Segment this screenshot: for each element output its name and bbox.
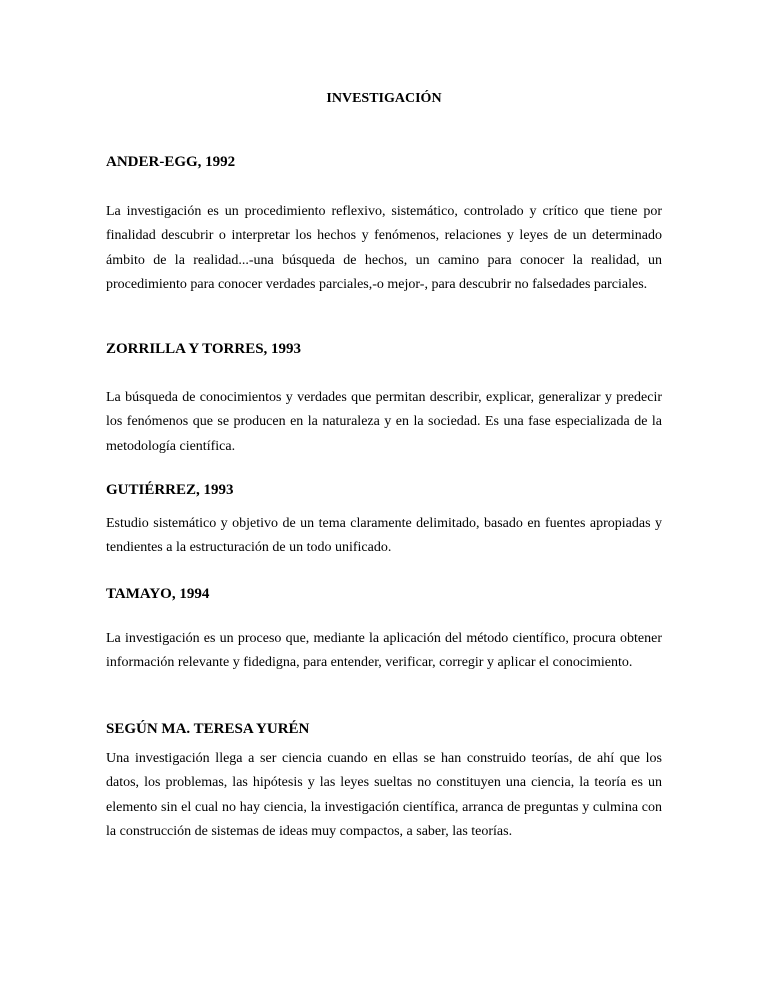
document-title: INVESTIGACIÓN bbox=[326, 91, 442, 106]
section-heading-ander-egg: ANDER-EGG, 1992 bbox=[106, 154, 236, 170]
section-heading-zorrilla-torres: ZORRILLA Y TORRES, 1993 bbox=[106, 341, 302, 357]
section-heading-tamayo: TAMAYO, 1994 bbox=[106, 586, 210, 602]
section-text-tamayo: La investigación es un proceso que, mediante la aplicación del método científico, procura obtener información relevante y fidedigna, para entender, verificar, corregir y aplicar el conocimiento. bbox=[106, 631, 662, 671]
section-text-teresa-yuren: Una investigación llega a ser ciencia cuando en ellas se han construido teorías, de ahí que los datos, los problemas, las hipótesis y las leyes sueltas no constituyen una ciencia, la teoría es un elemento sin el cual no hay ciencia, la investigación científica, arranca de preguntas y culmina con la construcción de sistemas de ideas muy compactos, a saber, las teorías. bbox=[106, 751, 662, 839]
section-heading-teresa-yuren: SEGÚN MA. TERESA YURÉN bbox=[106, 721, 310, 737]
section-text-zorrilla-torres: La búsqueda de conocimientos y verdades que permitan describir, explicar, generalizar y predecir los fenómenos que se producen en la naturaleza y en la sociedad. Es una fase especializada de la metodología científica. bbox=[106, 390, 662, 454]
section-heading-gutierrez: GUTIÉRREZ, 1993 bbox=[106, 482, 234, 498]
section-text-gutierrez: Estudio sistemático y objetivo de un tema claramente delimitado, basado en fuentes apropiadas y tendientes a la estructuración de un todo unificado. bbox=[106, 516, 662, 556]
section-text-ander-egg: La investigación es un procedimiento reflexivo, sistemático, controlado y crítico que tiene por finalidad descubrir o interpretar los hechos y fenómenos, relaciones y leyes de un determinado ámbito de la realidad...-una búsqueda de hechos, un camino para conocer la realidad, un procedimiento para conocer verdades parciales,-o mejor-, para descubrir no falsedades parciales. bbox=[106, 204, 662, 292]
